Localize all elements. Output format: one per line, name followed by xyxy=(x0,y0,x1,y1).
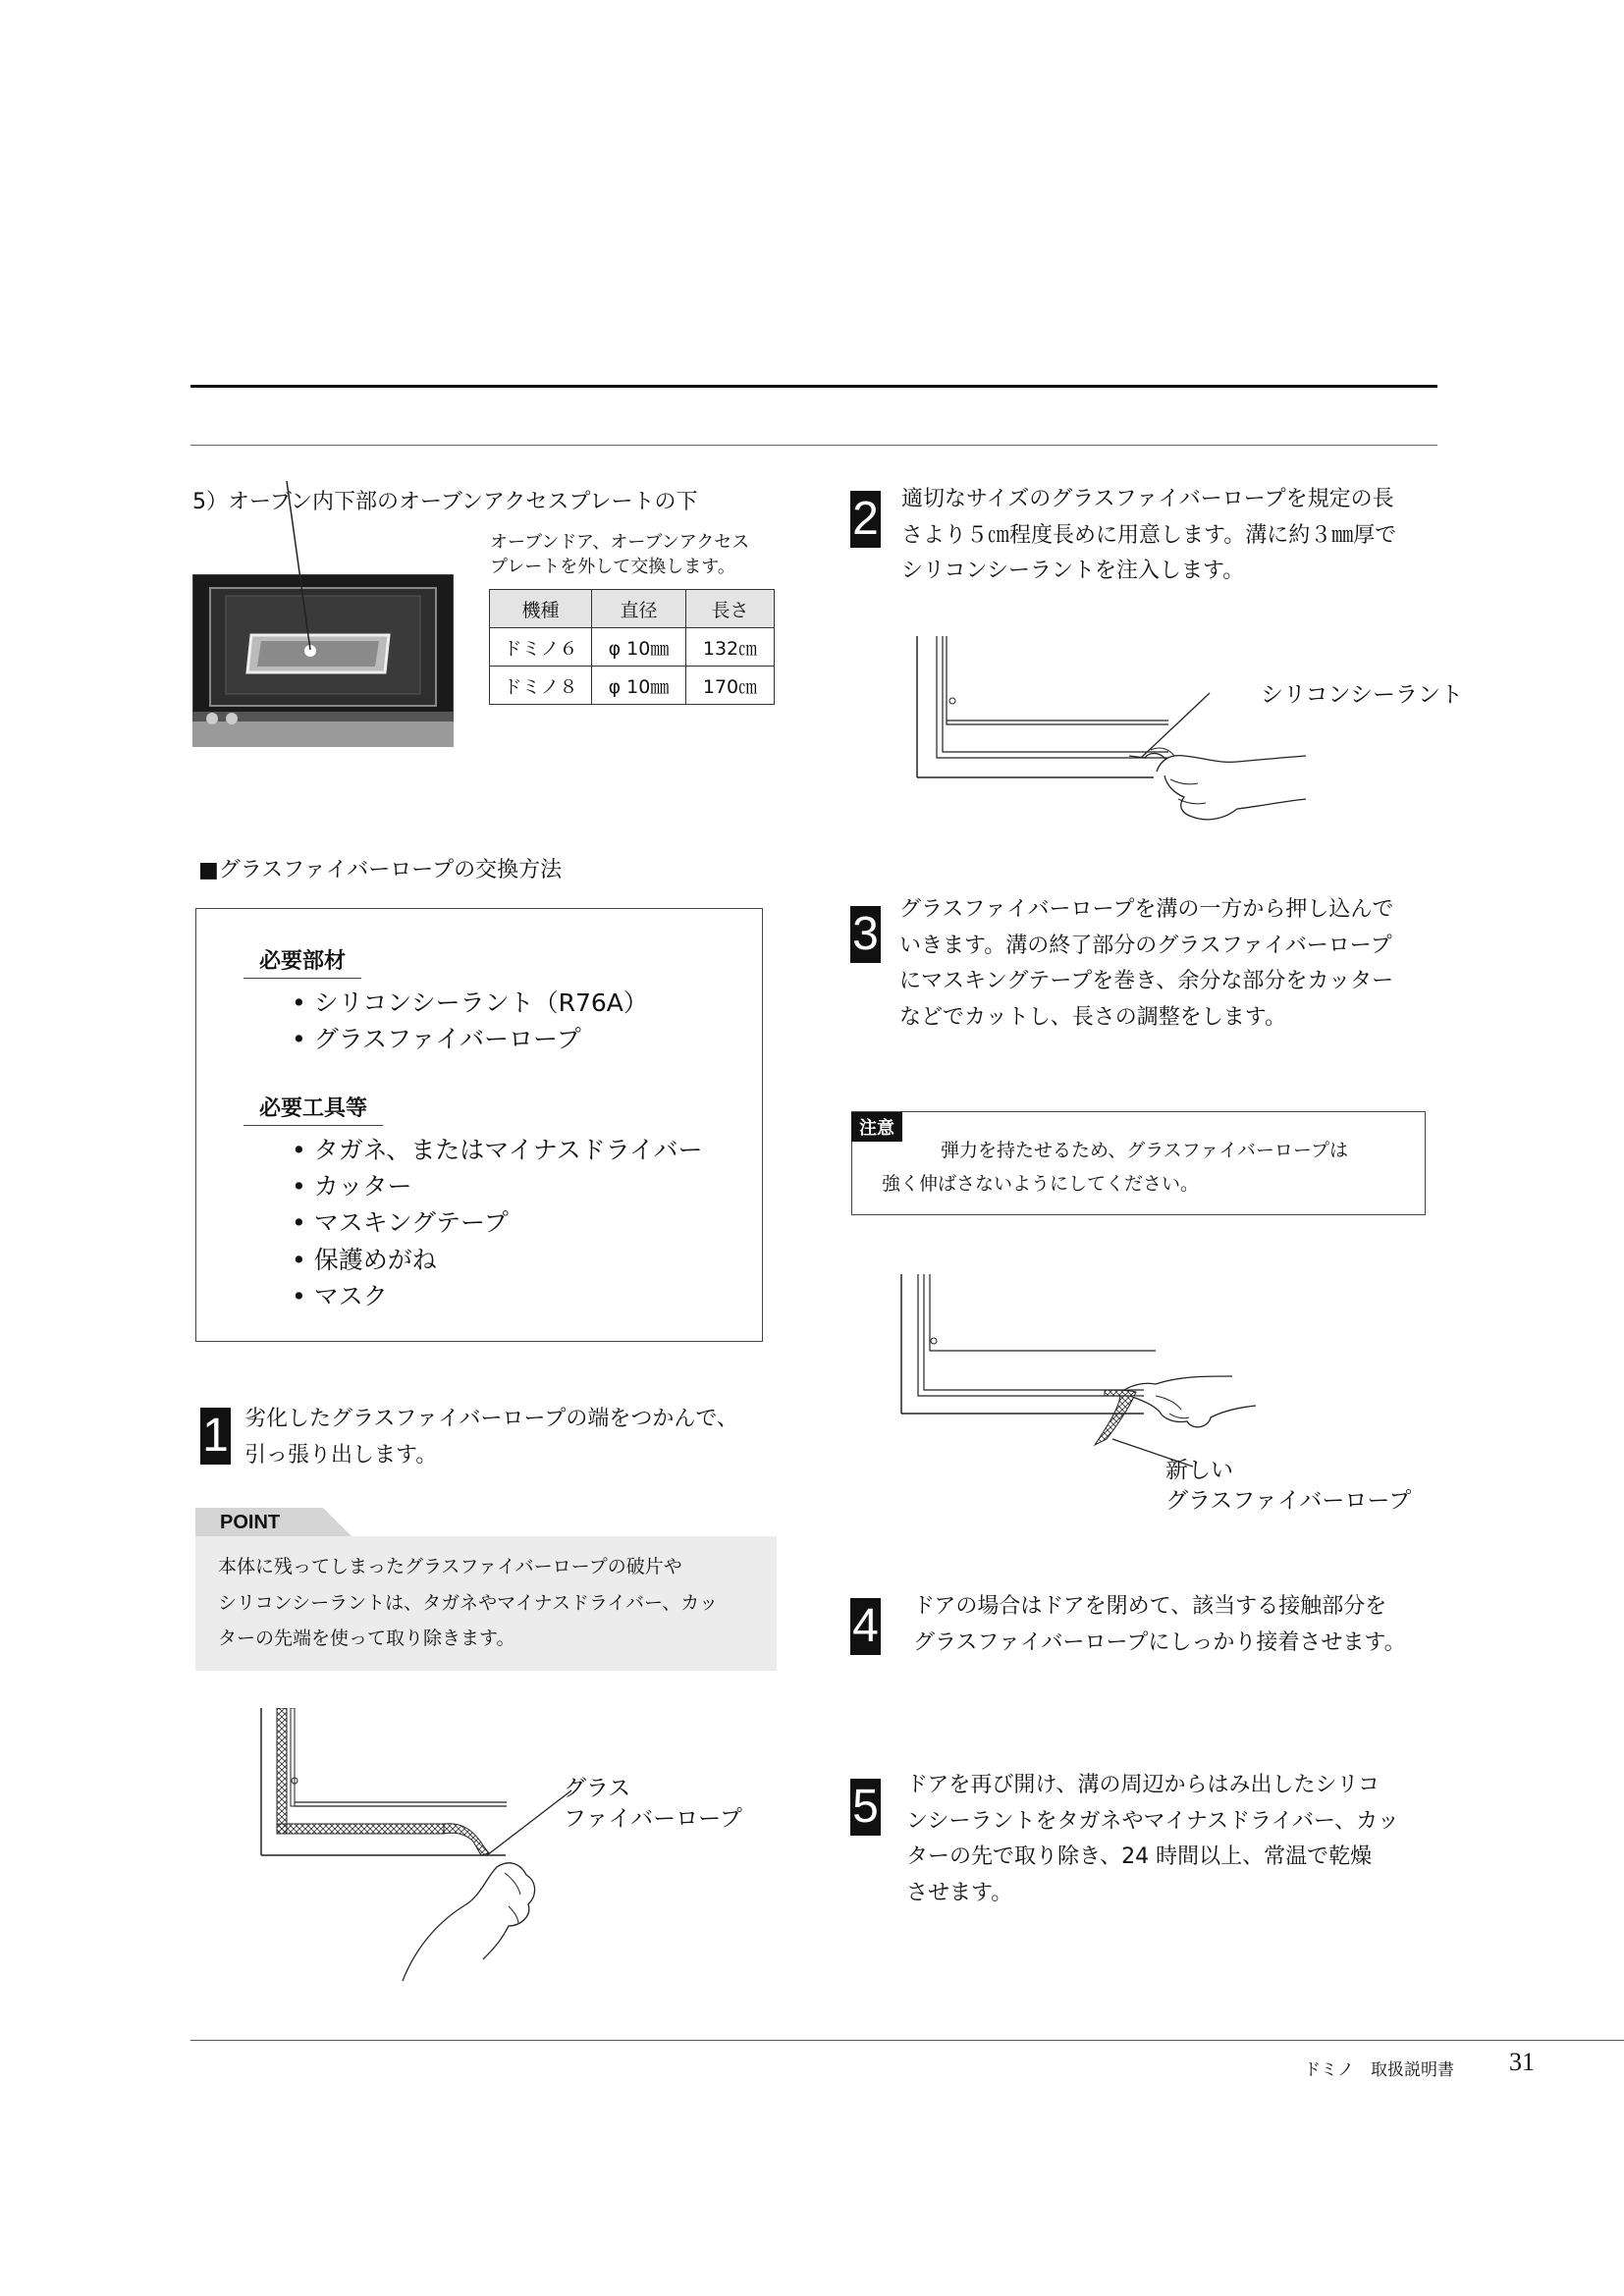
parts-item: • シリコンシーラント（R76A） xyxy=(292,988,648,1017)
step5-line4: させます。 xyxy=(906,1881,1013,1905)
new-rope-label-line2: グラスファイバーロープ xyxy=(1165,1488,1412,1514)
tools-heading: 必要工具等 xyxy=(244,1092,383,1126)
parts-heading: 必要部材 xyxy=(244,944,361,979)
step2-line2: さより５㎝程度長めに用意します。溝に約３㎜厚で xyxy=(901,523,1397,548)
rope-removal-illustration xyxy=(255,1708,579,1983)
step3-line1: グラスファイバーロープを溝の一方から押し込んで xyxy=(899,897,1394,922)
section5-title: 5）オーブン内下部のオーブンアクセスプレートの下 xyxy=(192,490,698,514)
step5-line2: ンシーラントをタガネやマイナスドライバー、カッ xyxy=(906,1809,1399,1834)
caution-line1: 弾力を持たせるため、グラスファイバーロープは xyxy=(941,1140,1348,1161)
spec-header-diameter: 直径 xyxy=(592,590,686,628)
spec-header-model: 機種 xyxy=(490,590,592,628)
spec-cell: φ 10㎜ xyxy=(592,628,686,667)
step5-line3: ターの先で取り除き、24 時間以上、常温で乾燥 xyxy=(906,1844,1373,1869)
point-line1: 本体に残ってしまったグラスファイバーロープの破片や xyxy=(218,1556,682,1577)
spec-cell: φ 10㎜ xyxy=(592,667,686,705)
spec-cell: 132㎝ xyxy=(686,628,775,667)
new-rope-label-line1: 新しい xyxy=(1165,1458,1233,1483)
rope-label-line2: ファイバーロープ xyxy=(564,1806,742,1832)
rope-insertion-illustration xyxy=(898,1274,1272,1475)
point-label: POINT xyxy=(220,1512,281,1533)
tools-item: • マスキングテープ xyxy=(292,1208,509,1237)
step3-line3: にマスキングテープを巻き、余分な部分をカッター xyxy=(899,969,1394,993)
step4-line2: グラスファイバーロープにしっかり接着させます。 xyxy=(913,1630,1406,1655)
tools-item: • タガネ、またはマイナスドライバー xyxy=(292,1136,703,1164)
table-row xyxy=(490,667,775,705)
step4-number: 4 xyxy=(850,1598,881,1655)
section5-note-line1: オーブンドア、オーブンアクセス xyxy=(490,532,750,553)
step5-number: 5 xyxy=(850,1779,881,1836)
tools-item: • カッター xyxy=(292,1172,412,1201)
step3-line2: いきます。溝の終了部分のグラスファイバーロープ xyxy=(899,934,1392,958)
method-title: ■グラスファイバーロープの交換方法 xyxy=(198,858,563,882)
step2-line3: シリコンシーラントを注入します。 xyxy=(901,559,1245,583)
step1-line2: 引っ張り出します。 xyxy=(244,1443,438,1468)
step3-number: 3 xyxy=(850,906,881,963)
step5-line1: ドアを再び開け、溝の周辺からはみ出したシリコ xyxy=(906,1773,1380,1797)
spec-cell: ドミノ８ xyxy=(490,667,592,705)
sealant-injection-illustration xyxy=(913,636,1326,832)
footer-doc-title: ドミノ 取扱説明書 xyxy=(1304,2060,1454,2080)
table-row xyxy=(490,628,775,667)
step1-number: 1 xyxy=(200,1408,231,1465)
spec-header-length: 長さ xyxy=(686,590,775,628)
caution-line2: 強く伸ばさないようにしてください。 xyxy=(882,1173,1200,1195)
tools-item: • マスク xyxy=(292,1282,388,1310)
header-rule-bottom xyxy=(190,445,1437,446)
header-rule-top xyxy=(190,385,1437,388)
step4-line1: ドアの場合はドアを閉めて、該当する接触部分を xyxy=(913,1594,1387,1619)
spec-table-header xyxy=(490,590,775,628)
caution-tag: 注意 xyxy=(851,1112,902,1142)
sealant-label: シリコンシーラント xyxy=(1261,682,1463,708)
spec-cell: ドミノ６ xyxy=(490,628,592,667)
point-line3: ターの先端を使って取り除きます。 xyxy=(218,1628,515,1649)
rope-label-line1: グラス xyxy=(564,1776,631,1801)
spec-table xyxy=(489,589,775,705)
step2-number: 2 xyxy=(850,491,881,548)
step3-line4: などでカットし、長さの調整をします。 xyxy=(899,1005,1287,1030)
step1-line1: 劣化したグラスファイバーロープの端をつかんで、 xyxy=(244,1407,738,1431)
page-number: 31 xyxy=(1509,2048,1535,2076)
photo-callout-line xyxy=(275,481,324,658)
parts-item: • グラスファイバーロープ xyxy=(292,1025,581,1053)
spec-cell: 170㎝ xyxy=(686,667,775,705)
tools-item: • 保護めがね xyxy=(292,1246,437,1274)
footer-rule xyxy=(190,2040,1624,2041)
point-line2: シリコンシーラントは、タガネやマイナスドライバー、カッ xyxy=(218,1592,719,1614)
step2-line1: 適切なサイズのグラスファイバーロープを規定の長 xyxy=(901,487,1394,511)
section5-note-line2: プレートを外して交換します。 xyxy=(490,557,735,577)
